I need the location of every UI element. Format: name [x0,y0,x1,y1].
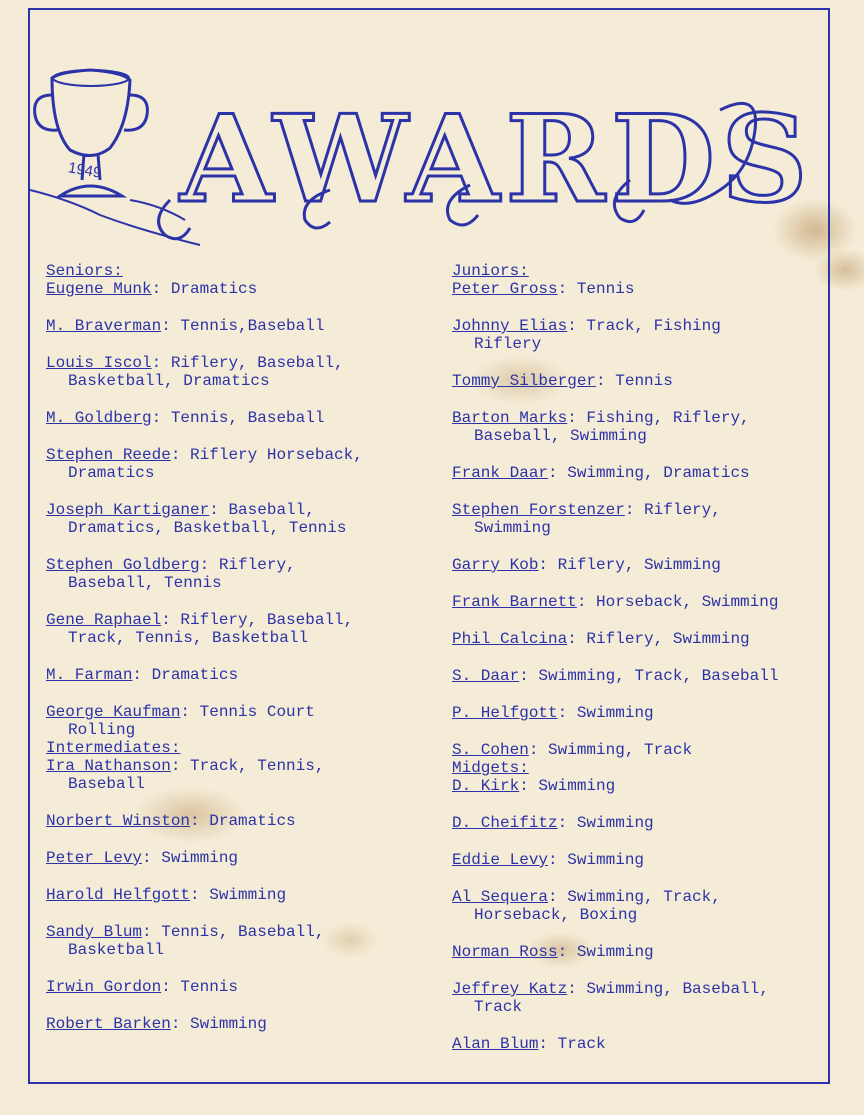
name-separator: : [190,812,210,830]
award-entry [46,317,446,335]
award-recipient-name: Stephen Goldberg [46,556,200,574]
award-entry [46,409,446,427]
award-entry [46,812,446,830]
awards-header [30,50,814,250]
name-separator: : [161,611,181,629]
award-entry [452,317,862,353]
name-separator: : [180,703,200,721]
award-entry [46,666,446,684]
award-entry [452,741,862,759]
award-recipient-name: Frank Daar [452,464,549,482]
award-list: Dramatics [151,666,239,684]
award-list: Tennis Court [199,703,315,721]
name-separator: : [170,446,191,464]
award-list: Tennis [180,978,239,996]
name-separator: : [624,501,645,519]
award-entry [46,978,446,996]
award-entry [452,593,862,611]
award-entry [46,611,446,647]
name-separator: : [557,943,577,961]
award-recipient-name: Frank Barnett [452,593,577,611]
name-separator: : [519,667,539,685]
award-recipient-name: M. Goldberg [46,409,152,427]
award-list: Swimming [209,886,287,904]
award-recipient-name: P. Helfgott [452,704,558,722]
name-separator: : [528,741,549,759]
award-entry [452,556,862,574]
name-separator: : [142,923,162,941]
award-list: Swimming, Track [548,741,693,759]
award-entry [452,630,862,648]
award-list: Swimming, Dramatics [567,464,750,482]
award-recipient-name: Stephen Reede [46,446,171,464]
name-separator: : [567,409,587,427]
award-entry [46,849,446,867]
award-list: Swimming [567,851,645,869]
award-recipient-name: Jeffrey Katz [452,980,568,998]
name-separator: : [161,317,181,335]
name-separator: : [132,666,152,684]
award-list: Riflery, [644,501,721,519]
award-recipient-name: Robert Barken [46,1015,171,1033]
award-list-continued: Basketball [68,941,165,959]
name-separator: : [170,757,191,775]
award-recipient-name: Ira Nathanson [46,757,171,775]
award-recipient-name: Alan Blum [452,1035,539,1053]
award-recipient-name: Garry Kob [452,556,539,574]
award-entry [452,464,862,482]
award-list: Riflery, Swimming [557,556,721,574]
name-separator: : [538,556,558,574]
award-list-continued: Track [474,998,523,1016]
cup-year-label: 1949 [66,159,103,182]
award-list-continued: Swimming [474,519,551,537]
award-list: Tennis [615,372,673,390]
section-heading: Seniors: [46,262,123,280]
award-entry [452,814,862,832]
left-column [46,262,446,1052]
award-list: Riflery Horseback, [190,446,363,464]
award-entry [452,409,862,445]
name-separator: : [576,593,597,611]
award-list: Swimming, Track, [567,888,721,906]
award-recipient-name: Norman Ross [452,943,558,961]
name-separator: : [567,980,587,998]
award-list: Track [557,1035,606,1053]
award-list: Swimming [576,704,654,722]
award-entry [46,354,446,390]
award-entry [452,501,862,537]
award-entry [46,923,446,959]
award-recipient-name: Peter Levy [46,849,143,867]
award-entry [46,757,446,793]
award-entry [452,372,862,390]
award-list: Track, Fishing [586,317,721,335]
name-separator: : [151,280,171,298]
award-entry [46,446,446,482]
award-list: Swimming [161,849,239,867]
award-recipient-name: Phil Calcina [452,630,568,648]
award-entry [46,703,446,739]
name-separator: : [567,317,587,335]
award-recipient-name: Joseph Kartiganer [46,501,210,519]
award-recipient-name: Barton Marks [452,409,568,427]
award-recipient-name: Tommy Silberger [452,372,597,390]
award-list-continued: Basketball, Dramatics [68,372,270,390]
name-separator: : [557,280,577,298]
section-heading: Intermediates: [46,739,181,757]
award-entry [452,777,862,795]
award-recipient-name: Peter Gross [452,280,558,298]
award-list: Riflery, Baseball, [170,354,344,372]
name-separator: : [548,851,568,869]
award-list: Tennis, Baseball, [161,923,325,941]
award-entry [46,556,446,592]
name-separator: : [161,978,181,996]
award-list-continued: Track, Tennis, Basketball [68,629,309,647]
name-separator: : [142,849,162,867]
name-separator: : [190,886,210,904]
award-list: Tennis, Baseball [170,409,325,427]
award-entry [46,886,446,904]
award-recipient-name: M. Farman [46,666,133,684]
award-recipient-name: Johnny Elias [452,317,568,335]
award-list-continued: Riflery [474,335,542,353]
name-separator: : [538,1035,558,1053]
award-list-continued: Baseball, Swimming [474,427,647,445]
award-recipient-name: Eugene Munk [46,280,152,298]
name-separator: : [557,814,577,832]
award-entry [46,501,446,537]
award-list-continued: Baseball, Tennis [68,574,222,592]
award-list: Track, Tennis, [190,757,325,775]
award-recipient-name: M. Braverman [46,317,162,335]
award-entry [452,888,862,924]
award-list: Swimming [538,777,616,795]
award-entry [452,980,862,1016]
award-recipient-name: D. Cheifitz [452,814,558,832]
award-list-continued: Horseback, Boxing [474,906,638,924]
award-entry [46,1015,446,1033]
award-list: Dramatics [209,812,296,830]
name-separator: : [548,888,568,906]
award-recipient-name: Louis Iscol [46,354,152,372]
award-list: Tennis,Baseball [180,317,325,335]
award-list: Fishing, Riflery, [586,409,750,427]
award-entry [452,280,862,298]
right-column [452,262,862,1072]
section-heading: Juniors: [452,262,529,280]
award-list: Riflery, Baseball, [180,611,354,629]
award-entry [452,667,862,685]
award-recipient-name: Eddie Levy [452,851,549,869]
name-separator: : [557,704,577,722]
award-list: Swimming [576,943,654,961]
award-entry [452,943,862,961]
award-list-continued: Rolling [68,721,136,739]
award-list: Riflery, Swimming [586,630,750,648]
award-entry [452,704,862,722]
award-recipient-name: Al Sequera [452,888,549,906]
name-separator: : [548,464,568,482]
award-recipient-name: S. Cohen [452,741,529,759]
award-list: Swimming, Track, Baseball [538,667,779,685]
award-list-continued: Dramatics [68,464,155,482]
award-recipient-name: D. Kirk [452,777,520,795]
award-recipient-name: Norbert Winston [46,812,191,830]
award-recipient-name: Gene Raphael [46,611,162,629]
award-list: Baseball, [228,501,315,519]
award-recipient-name: Stephen Forstenzer [452,501,625,519]
award-list: Horseback, Swimming [596,593,779,611]
award-list-continued: Baseball [68,775,145,793]
award-recipient-name: Harold Helfgott [46,886,191,904]
award-recipient-name: S. Daar [452,667,520,685]
award-list: Dramatics [170,280,258,298]
award-list-continued: Dramatics, Basketball, Tennis [68,519,347,537]
name-separator: : [151,354,171,372]
award-list: Tennis [576,280,635,298]
name-separator: : [209,501,229,519]
name-separator: : [567,630,587,648]
award-recipient-name: Irwin Gordon [46,978,162,996]
award-list: Swimming [576,814,654,832]
award-entry [46,280,446,298]
award-recipient-name: Sandy Blum [46,923,143,941]
award-list: Swimming [190,1015,267,1033]
award-recipient-name: George Kaufman [46,703,181,721]
name-separator: : [519,777,539,795]
award-list: Riflery, [218,556,296,574]
award-entry [452,851,862,869]
page-title: AWARDS [180,89,814,230]
name-separator: : [596,372,616,390]
name-separator: : [170,1015,191,1033]
section-heading: Midgets: [452,759,529,777]
award-list: Swimming, Baseball, [586,980,769,998]
name-separator: : [151,409,171,427]
name-separator: : [199,556,219,574]
award-entry [452,1035,862,1053]
